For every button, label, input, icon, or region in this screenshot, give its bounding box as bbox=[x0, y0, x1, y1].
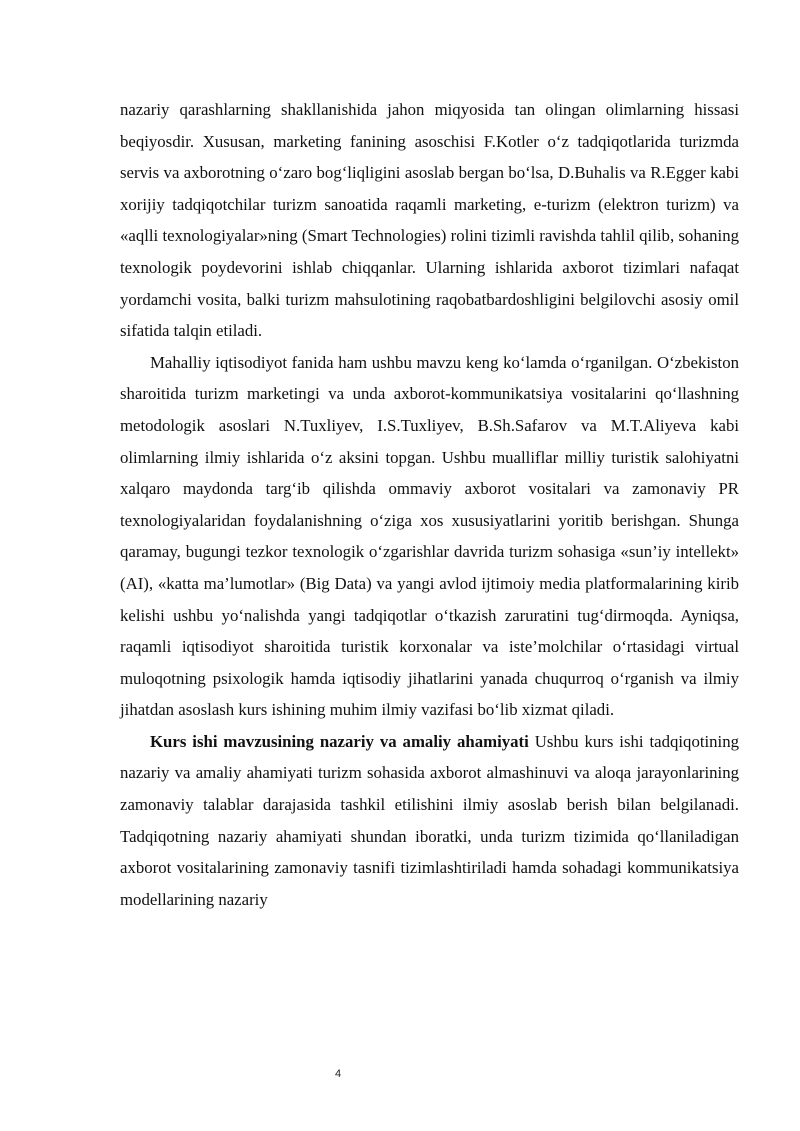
page-number: 4 bbox=[334, 1068, 342, 1080]
section-lead-body: Ushbu kurs ishi tadqiqotining nazariy va amaliy ahamiyati turizm sohasida axborot almashinuvi va aloqa jarayonlarining zamonaviy talablar darajasida tashkil etilishini ilmiy asoslab berish bilan belgilanadi. Tadqiqotning nazariy ahamiyati shundan iboratki, unda turizm tizimida qo‘llaniladigan axborot vositalarining zamonaviy tasnifi tizimlashtiriladi hamda sohadagi kommunikatsiya modellarining nazariy bbox=[120, 731, 739, 909]
paragraph-continuation: nazariy qarashlarning shakllanishida jahon miqyosida tan olingan olimlarning hissasi beqiyosdir. Xususan, marketing fanining asoschisi F.Kotler o‘z tadqiqotlarida turizmda servis va axborotning o‘zaro bog‘liqligini asoslab bergan bo‘lsa, D.Buhalis va R.Egger kabi xorijiy tadqiqotchilar turizm sanoatida raqamli marketing, e-turizm (elektron turizm) va «aqlli texnologiyalar»ning (Smart Technologies) rolini tizimli ravishda tahlil qilib, sohaning texnologik poydevorini ishlab chiqqanlar. Ularning ishlarida axborot tizimlari nafaqat yordamchi vosita, balki turizm mahsulotining raqobatbardoshligini belgilovchi asosiy omil sifatida talqin etiladi. bbox=[120, 100, 739, 341]
section-lead-heading: Kurs ishi mavzusining nazariy va amaliy ahamiyati bbox=[150, 731, 529, 751]
paragraph-significance bbox=[120, 726, 739, 916]
paragraph-local-research: Mahalliy iqtisodiyot fanida ham ushbu mavzu keng ko‘lamda o‘rganilgan. O‘zbekiston sharoitida turizm marketingi va unda axborot-kommunikatsiya vositalarini qo‘llashning metodologik asoslari N.Tuxliyev, I.S.Tuxliyev, B.Sh.Safarov va M.T.Aliyeva kabi olimlarning ilmiy ishlarida o‘z aksini topgan. Ushbu mualliflar milliy turistik salohiyatni xalqaro maydonda targ‘ib qilishda ommaviy axborot vositalari va zamonaviy PR texnologiyalaridan foydalanishning o‘ziga xos xususiyatlarini yoritib berishgan. Shunga qaramay, bugungi tezkor texnologik o‘zgarishlar davrida turizm sohasiga «sun’iy intellekt» (AI), «katta ma’lumotlar» (Big Data) va yangi avlod ijtimoiy media platformalarining kirib kelishi ushbu yo‘nalishda yangi tadqiqotlar o‘tkazish zaruratini tug‘dirmoqda. Ayniqsa, raqamli iqtisodiyot sharoitida turistik korxonalar va iste’molchilar o‘rtasidagi virtual muloqotning psixologik hamda iqtisodiy jihatlarini yanada chuqurroq o‘rganish va ilmiy jihatdan asoslash kurs ishining muhim ilmiy vazifasi bo‘lib xizmat qiladi. bbox=[120, 352, 739, 720]
body-text bbox=[120, 94, 739, 915]
